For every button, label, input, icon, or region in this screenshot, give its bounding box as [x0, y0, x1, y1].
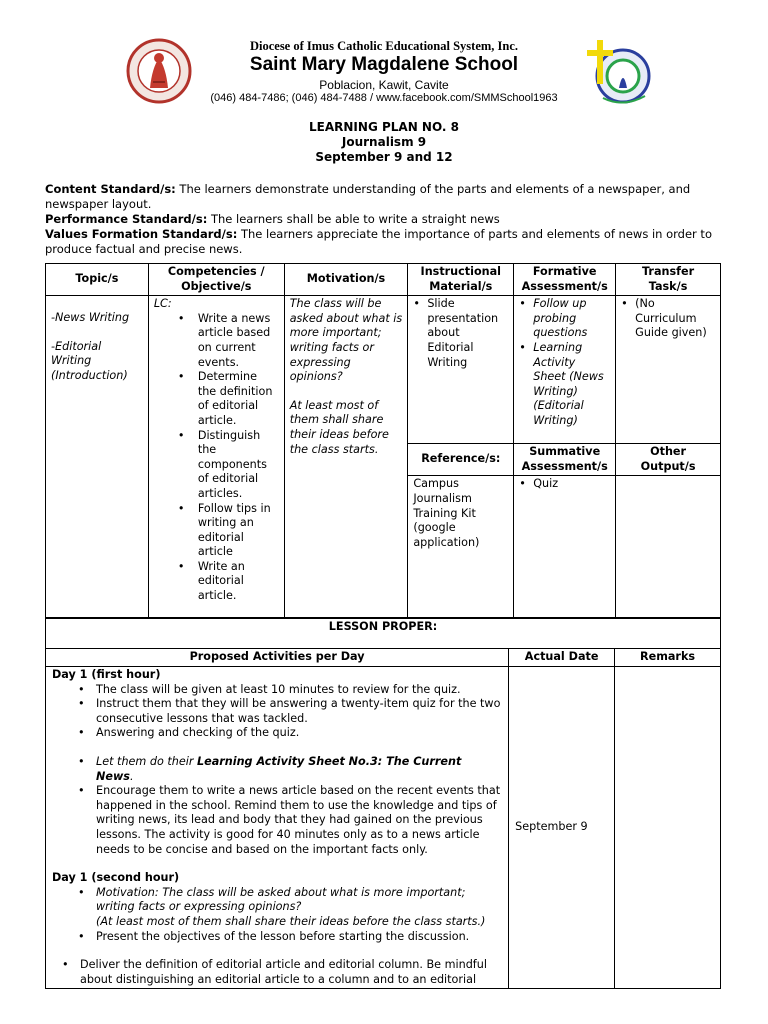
motivation-cell — [284, 296, 408, 619]
actual-date-cell: September 9 — [509, 667, 615, 989]
content-standard: Content Standard/s: The learners demonstrate understanding of the parts and elements of a newspaper, and newspaper layout. — [45, 182, 691, 211]
competency-list — [174, 312, 279, 604]
instructional-cell — [408, 296, 514, 444]
transfer-cell — [616, 296, 721, 444]
activity-item: • The class will be given at least 10 minutes to review for the quiz. — [76, 683, 502, 698]
school-address: Poblacion, Kawit, Cavite — [319, 78, 449, 92]
header-summative: Summative Assessment/s — [514, 444, 616, 476]
lesson-proper-title: LESSON PROPER: — [46, 618, 721, 649]
activity-item: • Present the objectives of the lesson before starting the discussion. — [76, 930, 502, 945]
motivation-note: At least most of them shall share their ideas before the class starts. — [289, 398, 389, 456]
competency-item: • Distinguish the components of editorial articles. — [174, 429, 279, 502]
letterhead — [0, 34, 768, 114]
transfer-item: • (No Curriculum Guide given) — [621, 297, 715, 341]
formative-item: • Follow up probing questions — [519, 297, 610, 341]
plan-table — [45, 263, 721, 619]
other-output-cell — [616, 476, 721, 619]
header-reference: Reference/s: — [408, 444, 514, 476]
competencies-cell — [148, 296, 284, 619]
competency-item: • Follow tips in writing an editorial article — [174, 502, 279, 560]
activity-item: • Encourage them to write a news article based on the recent events that happened in the school. Remind them to use the knowledge and tips of writing news, its lead and body that they had gained on the previous lessons. The activity is good for 40 minutes only as to a news article needs to be concise and based on the important facts only. — [76, 784, 502, 857]
standards-section — [45, 182, 725, 257]
header-instructional: Instructional Material/s — [408, 264, 514, 296]
activity-item: • Instruct them that they will be answering a twenty-item quiz for the two consecutive lessons that was tackled. — [76, 697, 502, 726]
header-other-output: Other Output/s — [616, 444, 721, 476]
instructional-item: • Slide presentation about Editorial Writing — [413, 297, 508, 370]
summative-cell — [514, 476, 616, 619]
performance-standard: Performance Standard/s: The learners shall be able to write a straight news — [45, 212, 500, 226]
formative-cell — [514, 296, 616, 444]
header-topic: Topic/s — [46, 264, 149, 296]
header-activities: Proposed Activities per Day — [46, 649, 509, 667]
topic-editorial-writing: -Editorial Writing (Introduction) — [51, 339, 128, 382]
activity-item-motivation: • Motivation: The class will be asked about what is more important; writing facts or expressing opinions? (At least most of them shall share their ideas before the class starts.) — [76, 886, 502, 930]
activity-item: • Answering and checking of the quiz. — [76, 726, 502, 741]
competency-item: • Write an editorial article. — [174, 560, 279, 604]
topic-news-writing: -News Writing — [51, 311, 130, 325]
competency-item: • Write a news article based on current events. — [174, 312, 279, 370]
activity-item: • Deliver the definition of editorial article and editorial column. Be mindful about distinguishing an editorial article to a column and to an editorial — [60, 958, 502, 987]
header-formative: Formative Assessment/s — [514, 264, 616, 296]
formative-item: • Learning Activity Sheet (News Writing) (Editorial Writing) — [519, 341, 610, 429]
subject: Journalism 9 — [341, 135, 427, 149]
summative-item: • Quiz — [519, 477, 610, 492]
school-contact: (046) 484-7486; (046) 484-7488 / www.facebook.com/SMMSchool1963 — [210, 92, 558, 104]
header-remarks: Remarks — [615, 649, 721, 667]
remarks-cell — [615, 667, 721, 989]
motivation-question: The class will be asked about what is more important; writing facts or expressing opinions? — [289, 297, 403, 384]
lc-label: LC: — [153, 297, 172, 311]
day1-first-hour: Day 1 (first hour) — [52, 668, 161, 681]
plan-title — [0, 120, 768, 165]
header-competencies: Competencies / Objective/s — [148, 264, 284, 296]
day1-second-hour: Day 1 (second hour) — [52, 871, 180, 885]
plan-dates: September 9 and 12 — [315, 150, 453, 164]
activity-item-las: • Let them do their Learning Activity Sheet No.3: The Current News. — [76, 755, 502, 784]
school-name: Saint Mary Magdalene School — [249, 54, 519, 75]
lesson-proper-table — [45, 617, 721, 989]
competency-item: • Determine the definition of editorial article. — [174, 370, 279, 428]
header-transfer: Transfer Task/s — [616, 264, 721, 296]
reference-cell: Campus Journalism Training Kit (google application) — [408, 476, 514, 619]
header-actual-date: Actual Date — [509, 649, 615, 667]
values-standard: Values Formation Standard/s: The learners appreciate the importance of parts and elements of news in order to produce factual and precise news. — [45, 227, 712, 256]
plan-number: LEARNING PLAN NO. 8 — [309, 120, 459, 134]
topics-cell — [46, 296, 149, 619]
diocese-name: Diocese of Imus Catholic Educational System, Inc. — [249, 39, 519, 53]
header-motivation: Motivation/s — [284, 264, 408, 296]
activities-cell — [46, 667, 509, 989]
